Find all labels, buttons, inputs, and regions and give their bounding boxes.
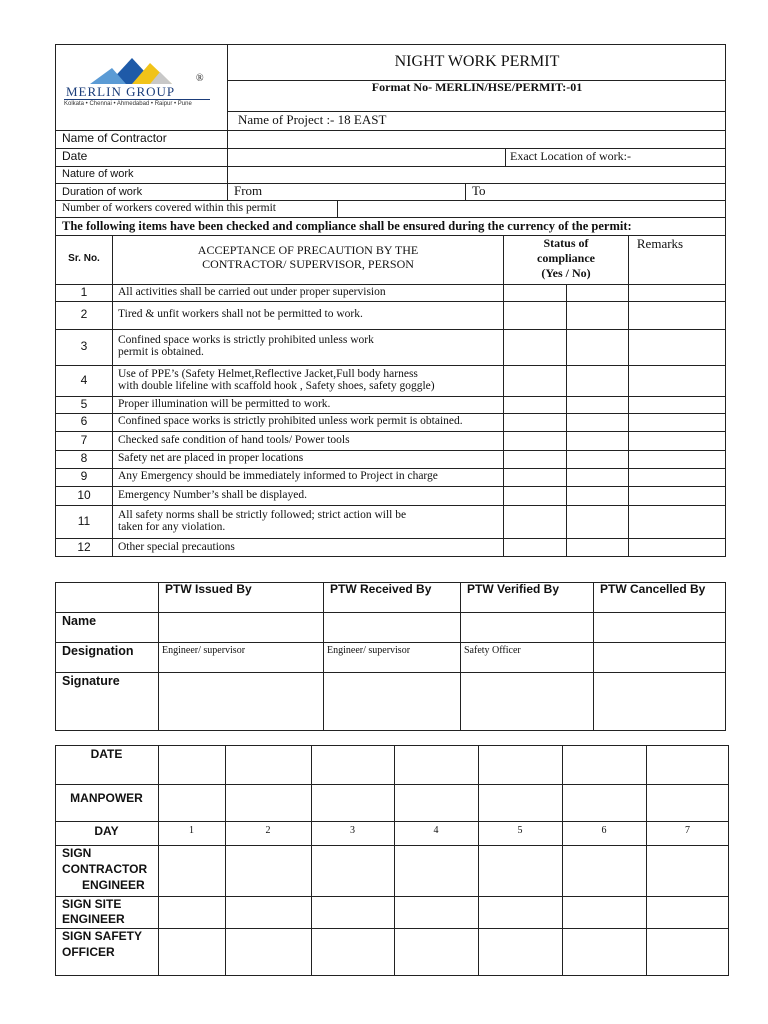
daily-date-label: DATE (90, 747, 123, 761)
remarks-cell[interactable] (629, 302, 725, 328)
location-divider (505, 148, 506, 166)
daily-entry-cell[interactable] (226, 785, 310, 820)
checklist-item-text: Checked safe condition of hand tools/ Power tools (118, 433, 350, 446)
ptw-cell[interactable] (594, 613, 725, 641)
column-header-remarks: Remarks (636, 236, 684, 251)
status-no-cell[interactable] (567, 506, 628, 537)
checklist-item-number: 4 (80, 372, 88, 387)
row-line (55, 235, 726, 236)
checklist-row (55, 505, 726, 538)
ptw-column-header: PTW Received By (330, 582, 432, 596)
checklist-row (55, 365, 726, 396)
daily-entry-cell[interactable] (563, 929, 645, 975)
remarks-cell[interactable] (629, 487, 725, 504)
checklist-item-number: 10 (77, 487, 91, 502)
exact-location-label: Exact Location of work:- (510, 149, 631, 163)
status-yes-cell[interactable] (504, 487, 566, 504)
daily-entry-cell[interactable] (312, 929, 393, 975)
daily-entry-cell[interactable] (479, 897, 561, 927)
from-label: From (234, 183, 263, 198)
daily-entry-cell[interactable] (647, 785, 728, 820)
daily-entry-cell[interactable] (226, 897, 310, 927)
ptw-column-header: PTW Verified By (467, 582, 560, 596)
ptw-cell[interactable] (461, 643, 592, 671)
checklist-item-text: Proper illumination will be permitted to work. (118, 397, 331, 410)
status-yes-cell[interactable] (504, 285, 566, 300)
daily-sign-contractor-label: SIGN (62, 846, 92, 860)
daily-sign-contractor-label: CONTRACTOR (62, 862, 148, 876)
daily-entry-cell[interactable] (312, 746, 393, 783)
status-no-cell[interactable] (567, 432, 628, 449)
daily-entry-cell[interactable] (563, 785, 645, 820)
daily-row-divider (55, 821, 729, 822)
status-yes-cell[interactable] (504, 414, 566, 430)
status-no-cell[interactable] (567, 302, 628, 328)
remarks-cell[interactable] (629, 469, 725, 485)
checklist-item-text: with double lifeline with scaffold hook , Safety shoes, safety goggle) (118, 379, 435, 392)
status-no-cell[interactable] (567, 285, 628, 300)
checklist-item-number: 5 (80, 396, 88, 411)
status-no-cell[interactable] (567, 469, 628, 485)
checklist-item-text: All activities shall be carried out under proper supervision (118, 285, 386, 298)
status-yes-cell[interactable] (504, 366, 566, 395)
row-line (55, 183, 726, 184)
checklist-row (55, 538, 726, 557)
daily-entry-cell[interactable] (395, 929, 477, 975)
nature-of-work-label: Nature of work (62, 168, 134, 180)
checklist-row (55, 413, 726, 431)
remarks-cell[interactable] (629, 506, 725, 537)
daily-manpower-label: MANPOWER (70, 791, 143, 805)
status-no-cell[interactable] (567, 330, 628, 364)
remarks-cell[interactable] (629, 366, 725, 395)
checklist-item-number: 3 (80, 339, 88, 353)
daily-entry-cell[interactable] (479, 929, 561, 975)
ptw-row-label: Name (62, 614, 97, 628)
daily-sign-site-label: ENGINEER (62, 912, 125, 926)
status-yes-cell[interactable] (504, 539, 566, 556)
daily-entry-cell[interactable] (395, 785, 477, 820)
remarks-cell[interactable] (629, 432, 725, 449)
checklist-item-text: Confined space works is strictly prohibited unless work permit is obtained. (118, 415, 463, 427)
ptw-cell-value: Engineer/ supervisor (162, 645, 246, 656)
ptw-cell[interactable] (594, 643, 725, 671)
status-yes-cell[interactable] (504, 397, 566, 412)
ptw-cell[interactable] (324, 643, 459, 671)
status-no-cell[interactable] (567, 366, 628, 395)
checklist-row (55, 450, 726, 468)
daily-entry-cell[interactable] (312, 897, 393, 927)
status-yes-cell[interactable] (504, 330, 566, 364)
workers-count-input[interactable] (338, 201, 725, 216)
daily-entry-cell[interactable] (159, 897, 224, 927)
remarks-cell[interactable] (629, 539, 725, 556)
ptw-cell[interactable] (324, 673, 459, 730)
checklist-row (55, 329, 726, 365)
contractor-label: Name of Contractor (62, 131, 167, 145)
daily-day-number: 3 (350, 825, 355, 836)
logo-registered-mark: ® (196, 73, 204, 84)
contractor-input[interactable] (228, 131, 725, 147)
daily-entry-cell[interactable] (159, 929, 224, 975)
ptw-cell[interactable] (461, 613, 592, 641)
ptw-column-header: PTW Cancelled By (600, 582, 706, 596)
status-yes-cell[interactable] (504, 432, 566, 449)
daily-sign-safety-label: OFFICER (62, 945, 115, 959)
checklist-item-text: Emergency Number’s shall be displayed. (118, 488, 307, 501)
daily-entry-cell[interactable] (479, 785, 561, 820)
checklist-item-number: 12 (77, 539, 91, 554)
status-yes-cell[interactable] (504, 469, 566, 485)
ptw-column-header: PTW Issued By (165, 582, 252, 596)
logo-company-name: MERLIN GROUP (66, 84, 176, 99)
column-header-acceptance-2: CONTRACTOR/ SUPERVISOR, PERSON (202, 257, 414, 271)
to-divider (465, 183, 466, 200)
status-yes-cell[interactable] (504, 451, 566, 467)
page-title: NIGHT WORK PERMIT (394, 53, 560, 70)
checklist-row (55, 301, 726, 329)
ptw-cell-value: Safety Officer (464, 645, 521, 656)
ptw-cell[interactable] (159, 673, 322, 730)
column-header-status-1: Status of (543, 236, 589, 250)
column-header-status-3: (Yes / No) (541, 266, 591, 280)
daily-entry-cell[interactable] (647, 929, 728, 975)
checklist-item-number: 11 (77, 513, 91, 528)
daily-entry-cell[interactable] (395, 746, 477, 783)
daily-entry-cell[interactable] (159, 785, 224, 820)
daily-entry-cell[interactable] (159, 746, 224, 783)
daily-entry-cell[interactable] (312, 846, 393, 895)
checklist-row (55, 431, 726, 450)
daily-entry-cell[interactable] (563, 897, 645, 927)
daily-day-label: DAY (94, 824, 119, 838)
date-label: Date (62, 149, 88, 163)
status-yes-cell[interactable] (504, 506, 566, 537)
remarks-cell[interactable] (629, 285, 725, 300)
compliance-statement: The following items have been checked and compliance shall be ensured during the currency of the permit: (62, 219, 632, 233)
checklist-item-number: 2 (80, 307, 88, 321)
daily-day-number: 2 (265, 825, 271, 836)
daily-entry-cell[interactable] (479, 746, 561, 783)
checklist-row (55, 468, 726, 486)
daily-entry-cell[interactable] (226, 746, 310, 783)
status-no-cell[interactable] (567, 451, 628, 467)
column-header-srno: Sr. No. (68, 253, 100, 264)
ptw-row-label: Designation (62, 644, 134, 658)
date-input[interactable] (228, 149, 504, 165)
checklist-item-text: Safety net are placed in proper locations (118, 452, 304, 464)
ptw-cell[interactable] (159, 643, 322, 671)
daily-entry-cell[interactable] (479, 846, 561, 895)
checklist-item-text: Any Emergency should be immediately informed to Project in charge (118, 470, 438, 482)
checklist-item-text: Confined space works is strictly prohibited unless work (118, 334, 374, 346)
remarks-cell[interactable] (629, 414, 725, 430)
remarks-cell[interactable] (629, 330, 725, 364)
checklist-row (55, 284, 726, 301)
checklist-item-text: taken for any violation. (118, 520, 226, 533)
ptw-cell[interactable] (159, 613, 322, 641)
daily-entry-cell[interactable] (226, 846, 310, 895)
row-line (55, 217, 726, 218)
remarks-cell[interactable] (629, 397, 725, 412)
checklist-item-text: Use of PPE’s (Safety Helmet,Reflective Jacket,Full body harness (118, 367, 418, 380)
status-yes-cell[interactable] (504, 302, 566, 328)
daily-entry-cell[interactable] (395, 846, 477, 895)
format-number: Format No- MERLIN/HSE/PERMIT:-01 (371, 80, 583, 94)
checklist-item-number: 6 (80, 414, 88, 428)
checklist-item-text: permit is obtained. (118, 346, 204, 358)
project-name: Name of Project :- 18 EAST (238, 112, 387, 127)
workers-count-label: Number of workers covered within this permit (62, 202, 276, 214)
checklist-item-number: 8 (80, 451, 88, 465)
ptw-cell[interactable] (594, 673, 725, 730)
daily-sign-site-label: SIGN SITE (62, 897, 122, 911)
status-no-cell[interactable] (567, 487, 628, 504)
remarks-cell[interactable] (629, 451, 725, 467)
checklist-item-number: 9 (80, 469, 88, 483)
checklist-row (55, 396, 726, 413)
daily-entry-cell[interactable] (647, 897, 728, 927)
daily-entry-cell[interactable] (647, 746, 728, 783)
ptw-cell[interactable] (461, 673, 592, 730)
daily-entry-cell[interactable] (563, 746, 645, 783)
to-label: To (472, 183, 486, 198)
daily-entry-cell[interactable] (647, 846, 728, 895)
status-no-cell[interactable] (567, 397, 628, 412)
ptw-row-label: Signature (62, 674, 120, 688)
status-no-cell[interactable] (567, 414, 628, 430)
logo-underline (64, 99, 210, 100)
column-header-acceptance-1: ACCEPTANCE OF PRECAUTION BY THE (197, 243, 419, 257)
daily-entry-cell[interactable] (312, 785, 393, 820)
duration-label: Duration of work (62, 186, 143, 198)
checklist-item-text: All safety norms shall be strictly followed; strict action will be (118, 508, 407, 521)
logo-cities: Kolkata • Chennai • Ahmedabad • Raipur • Pune (64, 101, 192, 107)
checklist-item-text: Tired & unfit workers shall not be permitted to work. (118, 308, 363, 320)
daily-entry-cell[interactable] (563, 846, 645, 895)
daily-entry-cell[interactable] (159, 846, 224, 895)
status-no-cell[interactable] (567, 539, 628, 556)
ptw-cell[interactable] (324, 613, 459, 641)
checklist-item-text: Other special precautions (118, 540, 235, 553)
column-header-status-2: compliance (537, 251, 595, 265)
daily-day-number: 5 (517, 825, 523, 836)
daily-entry-cell[interactable] (226, 929, 310, 975)
checklist-item-number: 7 (80, 432, 88, 447)
daily-day-number: 1 (189, 825, 194, 836)
daily-day-number: 6 (601, 825, 607, 836)
nature-of-work-input[interactable] (228, 167, 725, 182)
ptw-cell-value: Engineer/ supervisor (327, 645, 411, 656)
checklist-item-number: 1 (80, 284, 88, 299)
daily-entry-cell[interactable] (395, 897, 477, 927)
daily-day-number: 4 (433, 825, 439, 836)
daily-day-number: 7 (685, 825, 690, 836)
daily-sign-safety-label: SIGN SAFETY (62, 929, 143, 943)
checklist-row (55, 486, 726, 505)
daily-sign-contractor-label: ENGINEER (82, 878, 145, 892)
